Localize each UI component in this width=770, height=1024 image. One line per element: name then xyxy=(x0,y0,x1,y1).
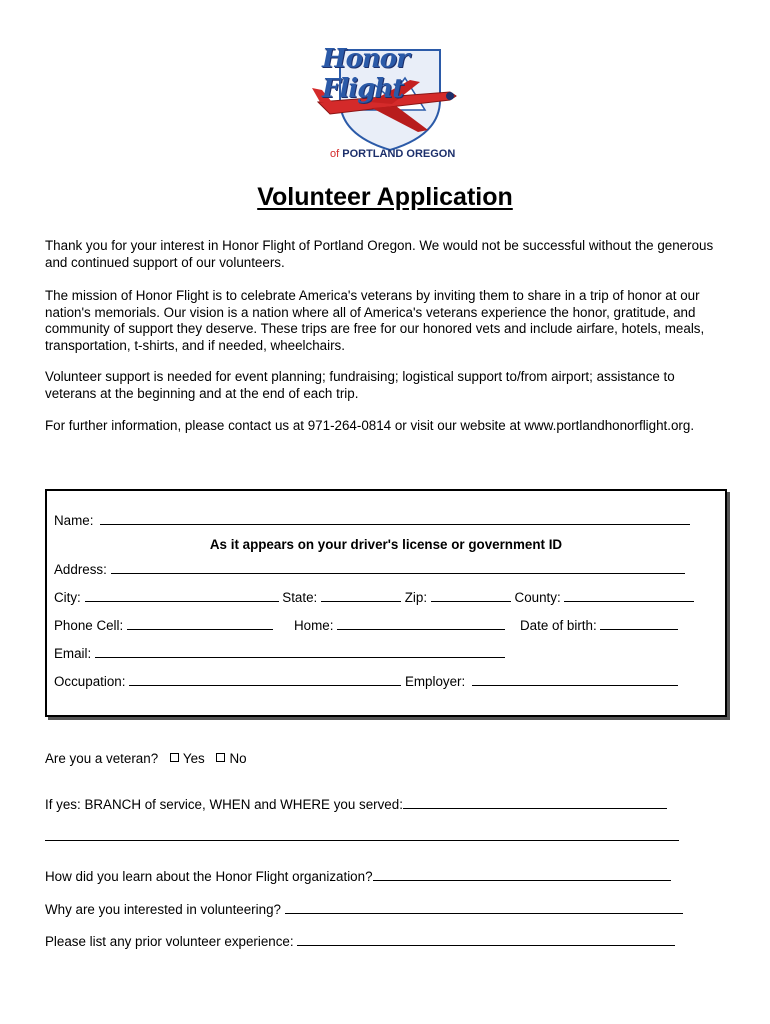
logo-name: Honor Flight xyxy=(322,44,409,104)
employer-field[interactable] xyxy=(472,673,678,686)
intro-paragraph-1: Thank you for your interest in Honor Flight of Portland Oregon. We would not be successful without the generous and continued support of our volunteers. xyxy=(45,238,714,270)
phone-cell-label: Phone Cell: xyxy=(54,618,124,633)
logo-sub-line: PORTLAND OREGON xyxy=(342,148,456,160)
page-title: Volunteer Application xyxy=(257,183,513,211)
state-label: State: xyxy=(282,590,318,605)
dob-field[interactable] xyxy=(600,617,678,630)
name-field[interactable] xyxy=(100,512,690,525)
state-field[interactable] xyxy=(321,589,401,602)
email-field[interactable] xyxy=(95,645,505,658)
intro-paragraph-4: For further information, please contact us at 971-264-0814 or visit our website at www.portlandhonorflight.org. xyxy=(45,418,695,433)
prior-experience-question: Please list any prior volunteer experience: xyxy=(45,934,294,949)
why-field[interactable] xyxy=(285,901,683,914)
occupation-field[interactable] xyxy=(129,673,401,686)
zip-field[interactable] xyxy=(431,589,511,602)
address-label: Address: xyxy=(54,562,107,577)
county-field[interactable] xyxy=(564,589,694,602)
branch-field[interactable] xyxy=(403,796,667,809)
home-phone-label: Home: xyxy=(294,618,334,633)
learn-question: How did you learn about the Honor Flight organization? xyxy=(45,869,373,884)
veteran-question: Are you a veteran? xyxy=(45,751,159,766)
city-field[interactable] xyxy=(85,589,279,602)
veteran-no-label: No xyxy=(229,751,247,766)
phone-cell-field[interactable] xyxy=(127,617,273,630)
occupation-label: Occupation: xyxy=(54,674,126,689)
contact-info-box xyxy=(45,489,727,717)
learn-field[interactable] xyxy=(373,868,671,881)
veteran-yes-checkbox[interactable] xyxy=(170,753,179,762)
veteran-no-checkbox[interactable] xyxy=(216,753,225,762)
address-field[interactable] xyxy=(111,561,685,574)
intro-paragraph-2: The mission of Honor Flight is to celebrate America's veterans by inviting them to share in a trip of honor at our nation's memorials. Our vision is a nation where all of America's veterans experience the honor, gratitude, and community of support they deserve. These trips are free for our honored vets and include airfare, hotels, meals, transportation, t-shirts, and if needed, wheelchairs. xyxy=(45,288,705,353)
logo-sub-prefix: of xyxy=(330,148,340,160)
branch-field-continued[interactable] xyxy=(45,840,679,841)
intro-paragraph-3: Volunteer support is needed for event planning; fundraising; logistical support to/from airport; assistance to veterans at the beginning and at the end of each trip. xyxy=(45,369,675,401)
why-question: Why are you interested in volunteering? xyxy=(45,902,281,917)
branch-question: If yes: BRANCH of service, WHEN and WHERE you served: xyxy=(45,797,403,812)
city-label: City: xyxy=(54,590,81,605)
name-label: Name: xyxy=(54,513,94,528)
dob-label: Date of birth: xyxy=(520,618,597,633)
honor-flight-logo xyxy=(300,40,475,168)
id-note: As it appears on your driver's license or government ID xyxy=(209,537,563,552)
employer-label: Employer: xyxy=(404,674,466,689)
county-label: County: xyxy=(514,590,561,605)
prior-experience-field[interactable] xyxy=(297,933,675,946)
home-phone-field[interactable] xyxy=(337,617,505,630)
email-label: Email: xyxy=(54,646,92,661)
zip-label: Zip: xyxy=(404,590,428,605)
veteran-yes-label: Yes xyxy=(182,751,205,766)
